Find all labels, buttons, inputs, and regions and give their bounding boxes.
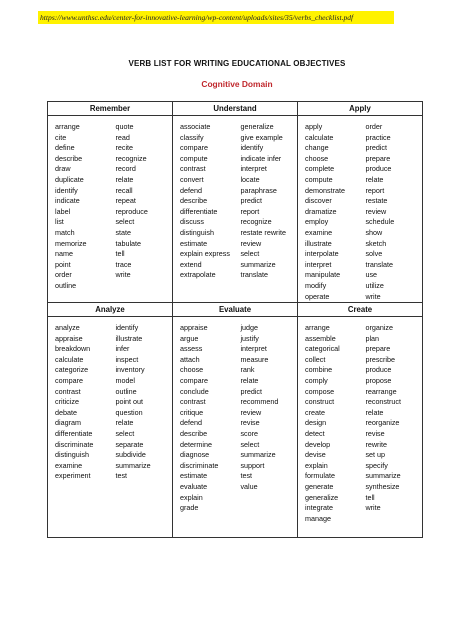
verb-item: identify — [115, 323, 139, 333]
verb-item: select — [115, 217, 135, 227]
verb-item: dramatize — [305, 206, 337, 216]
verb-item: explain — [305, 460, 328, 470]
verb-item: explain — [180, 492, 203, 502]
verb-item: point out — [115, 397, 144, 407]
verb-item: recommend — [240, 397, 279, 407]
verb-item: interpret — [240, 164, 267, 174]
verb-item: interpret — [305, 259, 332, 269]
verb-item: modify — [305, 280, 327, 290]
verb-item: develop — [305, 439, 331, 449]
verb-item: repeat — [115, 196, 136, 206]
verb-list — [365, 323, 422, 524]
verb-item: predict — [365, 143, 388, 153]
verb-item: outline — [115, 386, 137, 396]
verb-item: arrange — [305, 323, 330, 333]
verb-item: list — [55, 217, 64, 227]
section-remember — [48, 102, 173, 303]
verb-item: compute — [305, 174, 333, 184]
verb-item: practice — [365, 132, 391, 142]
verb-item: read — [115, 132, 130, 142]
verb-item: convert — [180, 174, 204, 184]
section-heading: Create — [298, 303, 422, 317]
verb-item: explain express — [180, 249, 230, 259]
verb-item: inspect — [115, 354, 139, 364]
verb-list — [55, 122, 115, 292]
page-title: VERB LIST FOR WRITING EDUCATIONAL OBJECTIVES — [128, 59, 346, 68]
verb-item: translate — [240, 270, 269, 280]
verb-item: label — [55, 206, 71, 216]
verb-item: classify — [180, 132, 204, 142]
verb-item: tell — [365, 492, 375, 502]
verb-item: extend — [180, 259, 202, 269]
verb-item: critique — [180, 407, 204, 417]
verb-item: prepare — [365, 153, 391, 163]
verb-item: grade — [180, 503, 199, 513]
verb-item: model — [115, 376, 136, 386]
verb-item: review — [240, 238, 262, 248]
verb-item: select — [240, 249, 260, 259]
verb-item: experiment — [55, 471, 91, 481]
verb-item: prepare — [365, 344, 391, 354]
verb-item: combine — [305, 365, 333, 375]
verb-item: appraise — [180, 323, 208, 333]
verb-item: inventory — [115, 365, 145, 375]
verb-item: formulate — [305, 471, 335, 481]
verb-item: report — [240, 206, 260, 216]
verb-item: specify — [365, 460, 388, 470]
verb-item: use — [365, 270, 378, 280]
verb-item: summarize — [365, 471, 401, 481]
verb-item: choose — [305, 153, 329, 163]
verb-item: produce — [365, 365, 392, 375]
verb-item: judge — [240, 323, 259, 333]
section-evaluate — [173, 303, 298, 538]
verb-item: plan — [365, 333, 380, 343]
verb-item: illustrate — [115, 333, 143, 343]
verb-item: change — [305, 143, 329, 153]
verb-item: write — [365, 503, 381, 513]
verb-item: operate — [305, 291, 330, 301]
verb-item: solve — [365, 249, 383, 259]
verb-item: show — [365, 227, 383, 237]
verb-item: recognize — [240, 217, 272, 227]
verb-item: assess — [180, 344, 203, 354]
verb-list — [180, 122, 240, 281]
page-subtitle: Cognitive Domain — [201, 79, 273, 89]
verb-item: recite — [115, 143, 134, 153]
section-heading: Understand — [173, 102, 297, 116]
verb-list — [365, 122, 422, 302]
verb-item: support — [240, 460, 265, 470]
verb-item: draw — [55, 164, 71, 174]
verb-item: order — [55, 270, 72, 280]
verb-list — [180, 323, 240, 514]
verb-item: revise — [240, 418, 260, 428]
verb-item: estimate — [180, 238, 208, 248]
verb-item: interpret — [240, 344, 267, 354]
verb-item: outline — [55, 280, 77, 290]
verb-item: reconstruct — [365, 397, 402, 407]
verb-item: contrast — [55, 386, 81, 396]
verb-item: schedule — [365, 217, 395, 227]
verb-item: choose — [180, 365, 204, 375]
verb-item: categorical — [305, 344, 340, 354]
verb-item: report — [365, 185, 385, 195]
verb-item: examine — [305, 227, 333, 237]
verb-item: differentiate — [55, 429, 93, 439]
verb-item: determine — [180, 439, 212, 449]
verb-item: detect — [305, 429, 325, 439]
verb-item: defend — [180, 418, 202, 428]
verb-item: criticize — [55, 397, 79, 407]
verb-item: generalize — [305, 492, 339, 502]
verb-item: point — [55, 259, 71, 269]
verb-item: rearrange — [365, 386, 397, 396]
verb-item: relate — [365, 174, 384, 184]
verb-item: manipulate — [305, 270, 341, 280]
verb-item: compose — [305, 386, 335, 396]
verb-item: collect — [305, 354, 326, 364]
section-heading: Remember — [48, 102, 172, 116]
verb-item: summarize — [240, 259, 276, 269]
verb-list — [305, 122, 365, 302]
verb-item: compare — [180, 376, 208, 386]
verb-item: describe — [180, 429, 208, 439]
verb-item: set up — [365, 450, 386, 460]
verb-item: calculate — [305, 132, 334, 142]
verb-item: create — [305, 407, 325, 417]
verb-item: diagnose — [180, 450, 210, 460]
verb-item: rewrite — [365, 439, 388, 449]
verb-item: discuss — [180, 217, 204, 227]
verb-item: cite — [55, 132, 67, 142]
verb-item: analyze — [55, 323, 80, 333]
section-heading: Analyze — [48, 303, 172, 317]
verb-item: write — [115, 270, 131, 280]
verb-item: discriminate — [55, 439, 94, 449]
verb-item: construct — [305, 397, 335, 407]
section-heading: Apply — [298, 102, 422, 116]
verb-item: order — [365, 122, 383, 131]
verb-item: define — [55, 143, 75, 153]
verb-item: discriminate — [180, 460, 219, 470]
verb-item: manage — [305, 513, 331, 523]
verb-item: locate — [240, 174, 260, 184]
verb-item: identify — [55, 185, 78, 195]
verb-item: infer — [115, 344, 130, 354]
section-understand — [173, 102, 298, 303]
verb-item: reproduce — [115, 206, 148, 216]
section-create — [298, 303, 423, 538]
verb-item: appraise — [55, 333, 83, 343]
verb-item: justify — [240, 333, 259, 343]
verb-item: indicate infer — [240, 153, 282, 163]
verb-item: restate — [365, 196, 388, 206]
verb-item: demonstrate — [305, 185, 345, 195]
verb-item: select — [115, 429, 135, 439]
verb-item: arrange — [55, 122, 80, 131]
verb-item: generate — [305, 482, 334, 491]
verb-item: paraphrase — [240, 185, 277, 195]
verb-item: compare — [180, 143, 208, 153]
verb-item: interpolate — [305, 249, 339, 259]
verb-item: defend — [180, 185, 202, 195]
verb-item: apply — [305, 122, 323, 131]
verb-item: summarize — [240, 450, 276, 460]
table-row — [48, 303, 423, 538]
verb-item: devise — [305, 450, 326, 460]
verb-item: generalize — [240, 122, 274, 131]
verb-item: indicate — [55, 196, 80, 206]
verb-item: test — [115, 471, 128, 481]
verb-list — [55, 323, 115, 482]
verb-item: reorganize — [365, 418, 400, 428]
verb-item: predict — [240, 196, 263, 206]
verb-item: quote — [115, 122, 134, 131]
source-url[interactable]: https://www.unthsc.edu/center-for-innovative-learning/wp-content/uploads/sites/35/verbs_checklist.pdf — [40, 13, 354, 22]
table-row — [48, 102, 423, 303]
verb-item: identify — [240, 143, 264, 153]
verb-item: illustrate — [305, 238, 332, 248]
verb-item: comply — [305, 376, 328, 386]
verb-item: evaluate — [180, 482, 208, 491]
verb-item: rank — [240, 365, 255, 375]
verb-item: debate — [55, 407, 77, 417]
verb-item: categorize — [55, 365, 89, 375]
verb-item: extrapolate — [180, 270, 216, 280]
verb-item: integrate — [305, 503, 333, 513]
verb-item: relate — [240, 376, 259, 386]
verb-item: state — [115, 227, 132, 237]
verb-item: score — [240, 429, 259, 439]
verb-item: review — [240, 407, 262, 417]
verb-item: attach — [180, 354, 200, 364]
verb-item: tell — [115, 249, 125, 259]
verb-item: sketch — [365, 238, 387, 248]
verb-list — [115, 122, 172, 292]
verb-item: breakdown — [55, 344, 91, 354]
verb-item: review — [365, 206, 387, 216]
verb-item: summarize — [115, 460, 151, 470]
section-apply — [298, 102, 423, 303]
verb-item: calculate — [55, 354, 84, 364]
verb-item: give example — [240, 132, 283, 142]
verb-item: measure — [240, 354, 269, 364]
verb-item: conclude — [180, 386, 209, 396]
verb-item: restate rewrite — [240, 227, 286, 237]
verb-item: record — [115, 164, 136, 174]
verb-item: design — [305, 418, 327, 428]
verb-item: match — [55, 227, 75, 237]
verb-list — [240, 122, 297, 281]
verb-list — [305, 323, 365, 524]
verb-item: associate — [180, 122, 211, 131]
verb-item: compute — [180, 153, 208, 163]
verb-item: utilize — [365, 280, 384, 290]
verb-table — [47, 101, 423, 538]
verb-list — [115, 323, 172, 482]
section-heading: Evaluate — [173, 303, 297, 317]
verb-item: memorize — [55, 238, 87, 248]
verb-item: complete — [305, 164, 335, 174]
verb-list — [240, 323, 297, 514]
verb-item: diagram — [55, 418, 81, 428]
verb-item: distinguish — [180, 227, 214, 237]
verb-item: write — [365, 291, 381, 301]
verb-item: revise — [365, 429, 385, 439]
verb-item: employ — [305, 217, 329, 227]
verb-item: relate — [115, 418, 134, 428]
verb-item: distinguish — [55, 450, 89, 460]
verb-item: examine — [55, 460, 83, 470]
verb-item: name — [55, 249, 73, 259]
verb-item: argue — [180, 333, 199, 343]
verb-item: trace — [115, 259, 132, 269]
verb-item: contrast — [180, 164, 206, 174]
verb-item: separate — [115, 439, 144, 449]
verb-item: describe — [180, 196, 208, 206]
verb-item: question — [115, 407, 143, 417]
verb-item: discover — [305, 196, 332, 206]
verb-item: differentiate — [180, 206, 218, 216]
verb-item: relate — [115, 174, 134, 184]
verb-item: relate — [365, 407, 384, 417]
section-analyze — [48, 303, 173, 538]
verb-item: select — [240, 439, 260, 449]
verb-item: recall — [115, 185, 133, 195]
verb-item: produce — [365, 164, 392, 174]
verb-item: estimate — [180, 471, 208, 481]
verb-item: propose — [365, 376, 392, 386]
verb-item: translate — [365, 259, 394, 269]
verb-item: duplicate — [55, 174, 84, 184]
verb-item: contrast — [180, 397, 206, 407]
verb-item: tabulate — [115, 238, 142, 248]
verb-item: predict — [240, 386, 263, 396]
verb-item: describe — [55, 153, 83, 163]
verb-item: value — [240, 482, 258, 491]
verb-item: recognize — [115, 153, 147, 163]
verb-item: compare — [55, 376, 83, 386]
verb-item: assemble — [305, 333, 336, 343]
verb-item: organize — [365, 323, 394, 333]
verb-item: synthesize — [365, 482, 400, 491]
verb-item: prescribe — [365, 354, 396, 364]
verb-item: test — [240, 471, 253, 481]
verb-item: subdivide — [115, 450, 146, 460]
